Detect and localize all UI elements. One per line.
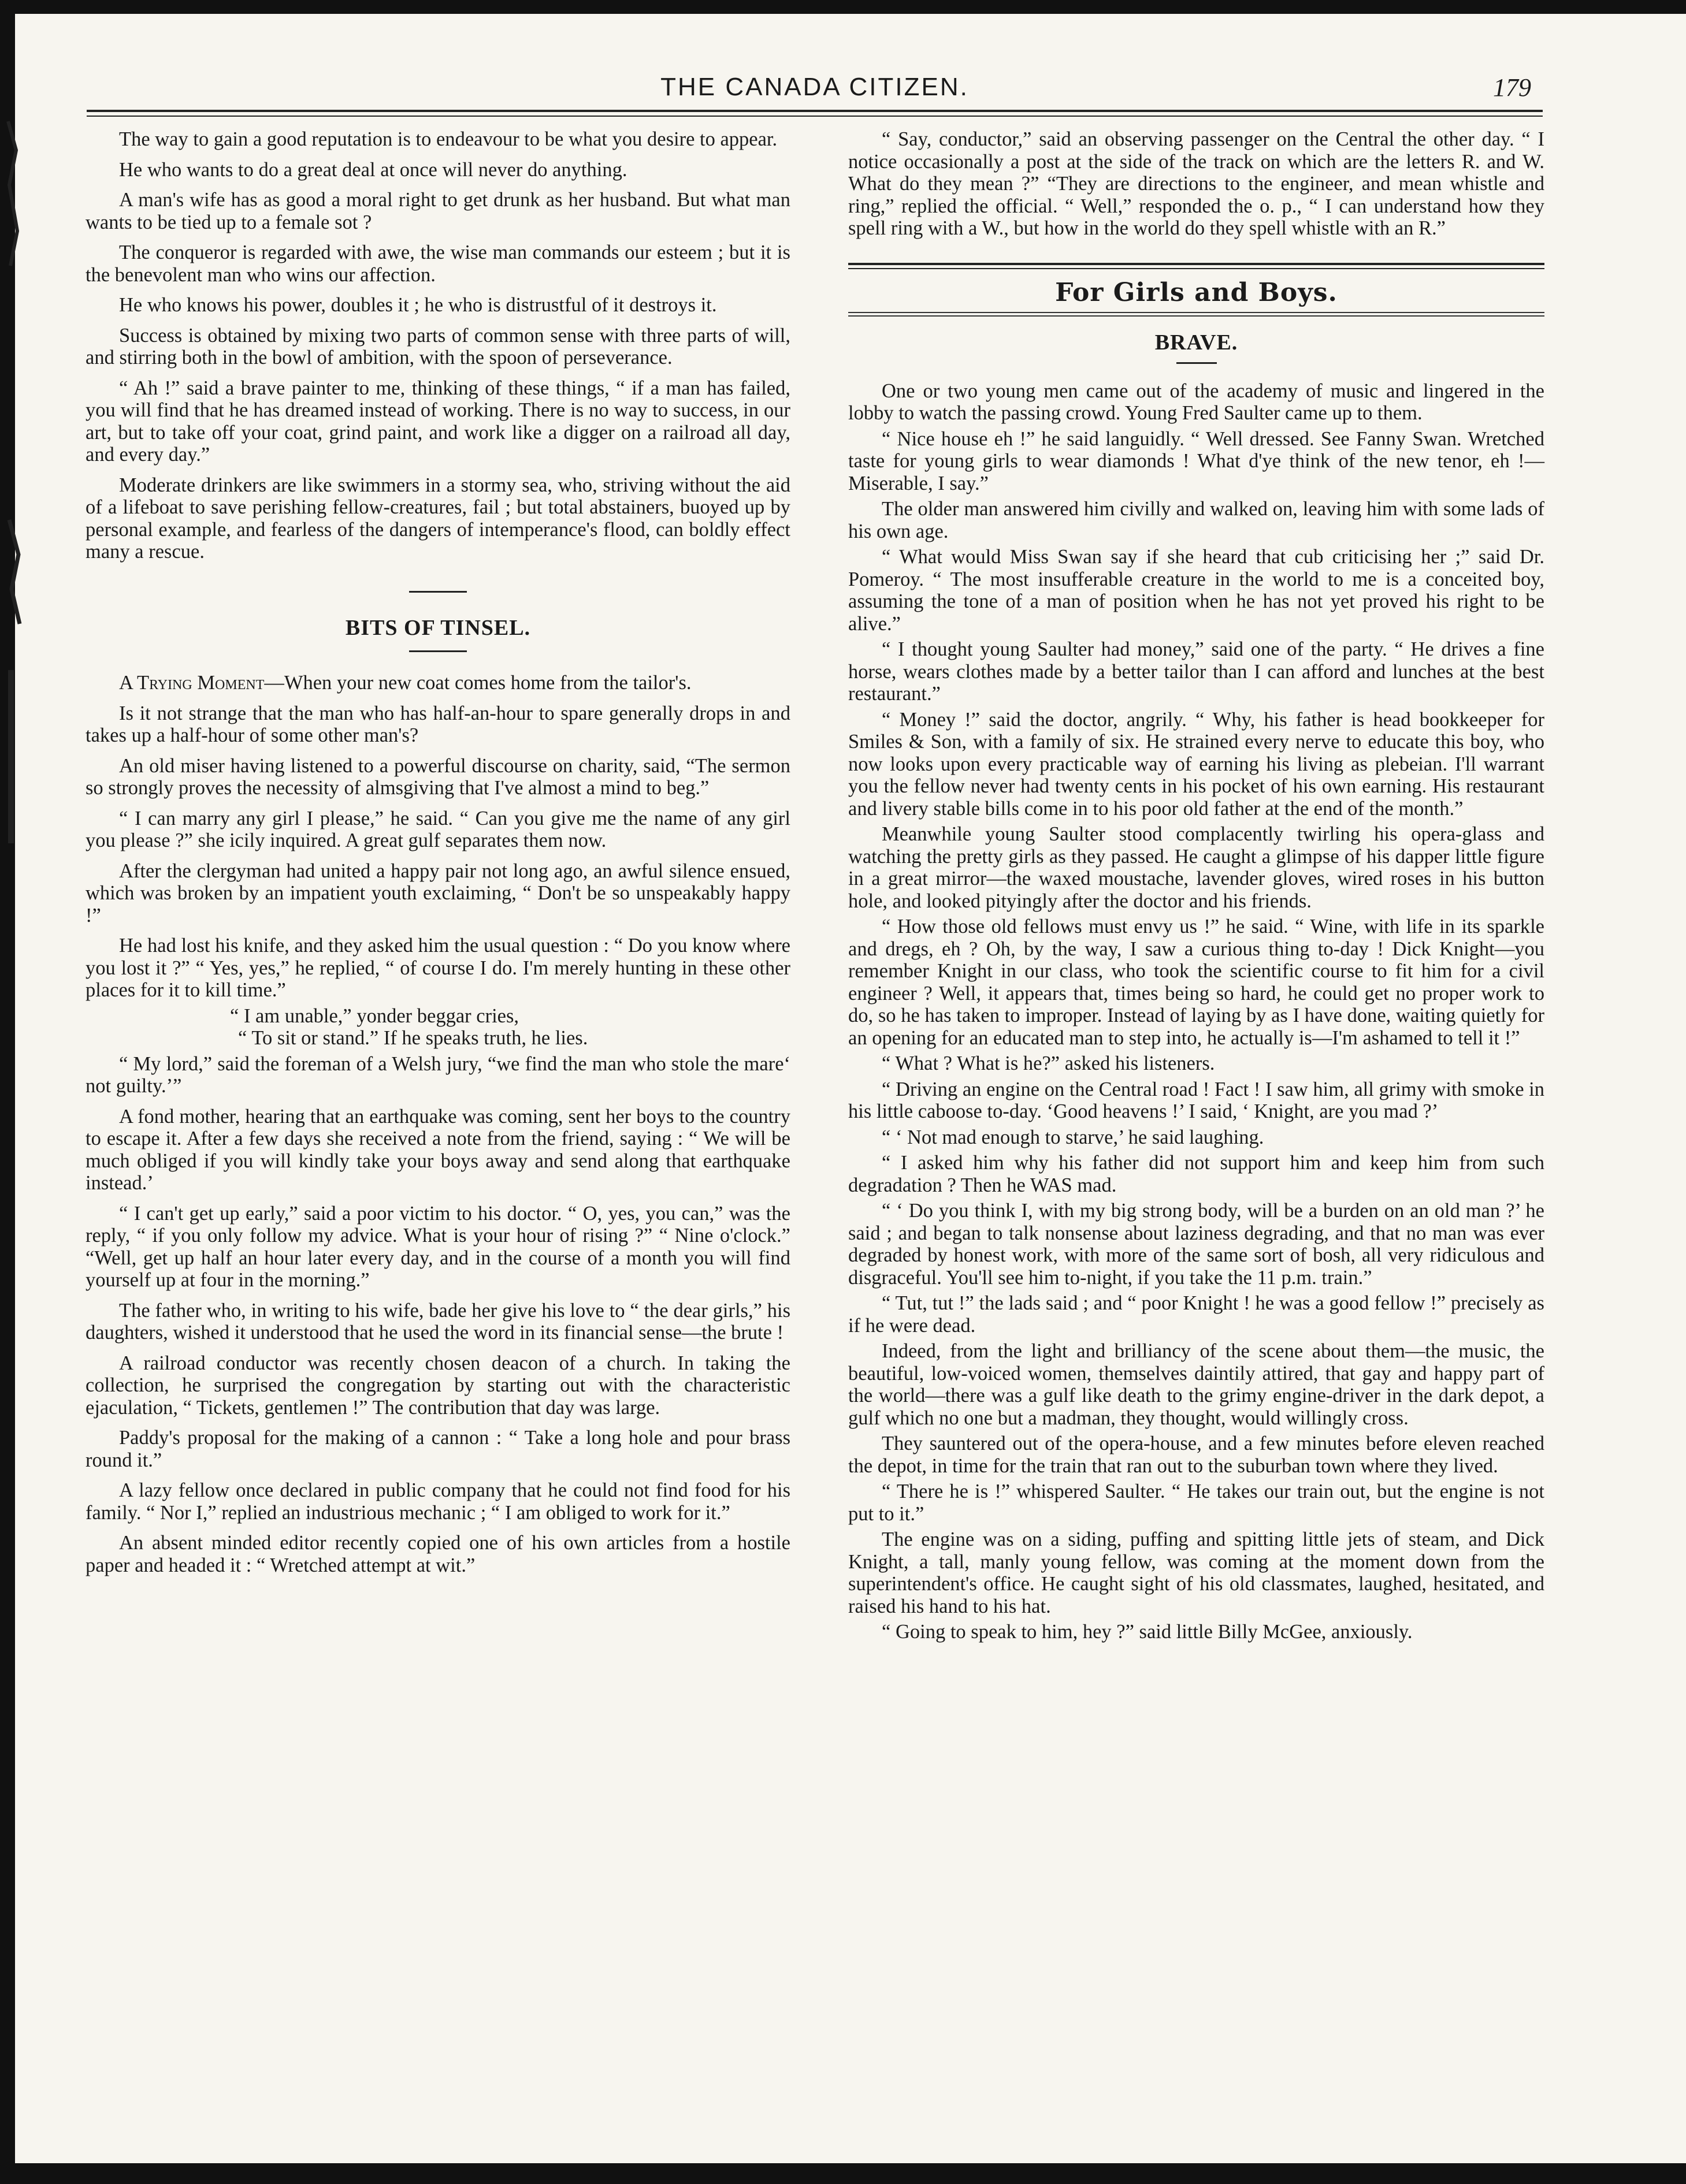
story-paragraph: “ ‘ Not mad enough to starve,’ he said laughing. <box>882 1126 1264 1148</box>
proverb: A man's wife has as good a moral right to get drunk as her husband. But what man wants to be tied up to a female sot ? <box>86 189 790 233</box>
story-body <box>848 380 1544 1643</box>
story-paragraph: “ Tut, tut !” the lads said ; and “ poor Knight ! he was a good fellow !” precisely as if he were dead. <box>848 1292 1544 1337</box>
section-rule <box>848 263 1544 269</box>
proverb: Success is obtained by mixing two parts of common sense with three parts of will, and stirring both in the bowl of ambition, with the spoon of perseverance. <box>86 324 790 369</box>
story-paragraph: One or two young men came out of the academy of music and lingered in the lobby to watch the passing crowd. Young Fred Saulter came up to them. <box>848 379 1544 424</box>
section-divider <box>409 591 467 593</box>
verse <box>86 1005 790 1050</box>
proverbs <box>86 128 790 563</box>
story-paragraph: “ ‘ Do you think I, with my big strong body, will be a burden on an old man ?’ he said ; and began to talk nonsense about laziness degrading, and that no man was ever degraded by honest work, with more of the same sort of bosh, all very ridiculous and disgraceful. You'll see him to-night, if you take the 11 p.m. train.” <box>848 1200 1544 1289</box>
masthead <box>87 68 1543 114</box>
tinsel-item: After the clergyman had united a happy pair not long ago, an awful silence ensued, which was broken by an impatient youth exclaiming, “ Don't be so unspeakably happy !” <box>86 860 790 927</box>
verse-line: “ I am unable,” yonder beggar cries, <box>230 1004 519 1027</box>
tinsel-item: A lazy fellow once declared in public company that he could not find food for his family. “ Nor I,” replied an industrious mechanic ; “ I am obliged to work for it.” <box>86 1479 790 1524</box>
verse-line: “ To sit or stand.” If he speaks truth, he lies. <box>238 1027 588 1049</box>
tinsel-item: Paddy's proposal for the making of a cannon : “ Take a long hole and pour brass round it.” <box>86 1427 790 1471</box>
story-paragraph: “ There he is !” whispered Saulter. “ He takes our train out, but the engine is not put to it.” <box>848 1480 1544 1525</box>
proverb: The conqueror is regarded with awe, the wise man commands our esteem ; but it is the benevolent man who wins our affection. <box>86 241 790 286</box>
tinsel-item: Is it not strange that the man who has half-an-hour to spare generally drops in and takes up a half-hour of some other man's? <box>86 702 790 746</box>
tinsel-lead: A Trying Moment <box>119 672 265 694</box>
proverb: Moderate drinkers are like swimmers in a stormy sea, who, striving without the aid of a lifeboat to save perishing fellow-creatures, fail ; but total abstainers, buoyed up by personal example, and fearless of the dangers of intemperance's flood, can boldly effect many a rescue. <box>86 474 790 563</box>
section-heading: For Girls and Boys. <box>1055 277 1338 307</box>
story-paragraph: “ Going to speak to him, hey ?” said little Billy McGee, anxiously. <box>882 1621 1413 1643</box>
tinsel-item <box>86 672 790 694</box>
tinsel-item: An absent minded editor recently copied one of his own articles from a hostile paper and headed it : “ Wretched attempt at wit.” <box>86 1532 790 1576</box>
proverb: He who knows his power, doubles it ; he who is distrustful of it destroys it. <box>119 294 717 316</box>
tinsel-item: An old miser having listened to a powerful discourse on charity, said, “The sermon so strongly proves the necessity of almsgiving that I've almost a mind to beg.” <box>86 754 790 799</box>
section-heading-rule <box>848 315 1544 317</box>
tinsel-item: “ I can't get up early,” said a poor victim to his doctor. “ O, yes, you can,” was the reply, “ if you only follow my advice. What is your hour of rising ?” “ Nine o'clock.” “Well, get up half an hour later every day, and in the course of a month you will find yourself up at four in the morning.” <box>86 1202 790 1291</box>
page-number: 179 <box>1493 73 1531 102</box>
scan-edge-bottom <box>0 2163 1686 2184</box>
tinsel-heading: BITS OF TINSEL. <box>345 615 531 640</box>
story-paragraph: “ Driving an engine on the Central road ! Fact ! I saw him, all grimy with smoke in his little caboose to-day. ‘Good heavens !’ I said, ‘ Knight, are you mad ?’ <box>848 1078 1544 1122</box>
section-heading-rule <box>848 312 1544 313</box>
heading-rule <box>409 650 467 652</box>
binding-marks <box>6 116 23 866</box>
story-paragraph: “ Nice house eh !” he said languidly. “ Well dressed. See Fanny Swan. Wretched taste for young girls to wear diamonds ! What d'ye think of the new tenor, eh !—Miserable, I say.” <box>848 427 1544 494</box>
story-paragraph: “ What would Miss Swan say if she heard that cub criticising her ;” said Dr. Pomeroy. “ The most insufferable creature in the world to me is a conceited boy, assuming the tone of a man of position when he has not yet proved his right to be alive.” <box>848 546 1544 635</box>
story-paragraph: The older man answered him civilly and walked on, leaving him with some lads of his own age. <box>848 498 1544 542</box>
story-paragraph: “ How those old fellows must envy us !” he said. “ Wine, with life in its sparkle and dregs, eh ? Oh, by the way, I saw a curious thing to-day ! Dick Knight—you remember Knight in our class, who took the scientific course to fit him for a civil engineer ? Well, it appears that, times being so hard, he could get no proper work to do, so he has taken to improper. Instead of laying by as I have done, waiting quietly for an opening for an educated man to step into, he actually is—I'm ashamed to tell it !” <box>848 916 1544 1049</box>
tinsel-item: A fond mother, hearing that an earthquake was coming, sent her boys to the country to escape it. After a few days she received a note from the friend, saying : “ We will be much obliged if you will kindly take your boys away and send along that earthquake instead.’ <box>86 1105 790 1194</box>
tinsel-item: “ My lord,” said the foreman of a Welsh jury, “we find the man who stole the mare‘ not guilty.’” <box>86 1052 790 1097</box>
scan-edge-top <box>0 0 1686 14</box>
right-column <box>848 128 1544 1647</box>
story-paragraph: Indeed, from the light and brilliancy of the scene about them—the music, the beautiful, low-voiced women, themselves daintily attired, that gay and happy part of the world—there was a gulf like death to the grimy engine-driver in the dark depot, a gulf which no one but a madman, they thought, would willingly cross. <box>848 1340 1544 1429</box>
story-paragraph: “ Money !” said the doctor, angrily. “ Why, his father is head bookkeeper for Smiles & Son, with a family of six. He strained every nerve to educate this boy, who now looks upon every practicable way of earning his living as plebeian. I'll warrant you the fellow never had twenty cents in his pocket of his own earning. His restaurant and livery stable bills come in to his poor old father at the end of the month.” <box>848 708 1544 820</box>
tinsel-item: A railroad conductor was recently chosen deacon of a church. In taking the collection, he surprised the congregation by starting out with the characteristic ejaculation, “ Tickets, gentlemen !” The contribution that day was large. <box>86 1352 790 1419</box>
story-paragraph: “ I asked him why his father did not support him and keep him from such degradation ? Then he WAS mad. <box>848 1152 1544 1196</box>
story-paragraph: Meanwhile young Saulter stood complacently twirling his opera-glass and watching the pretty girls as they passed. He caught a glimpse of his dapper little figure in a great mirror—the waxed moustache, lavender gloves, wired roses in his button hole, and looked pityingly after the doctor and his friends. <box>848 823 1544 912</box>
proverb: The way to gain a good reputation is to endeavour to be what you desire to appear. <box>119 128 778 150</box>
proverb: “ Ah !” said a brave painter to me, thinking of these things, “ if a man has failed, you will find that he has dreamed instead of working. There is no way to success, in our art, but to take off your coat, grind paint, and work like a digger on a railroad all day, and every day.” <box>86 377 790 466</box>
conductor-anecdote: “ Say, conductor,” said an observing passenger on the Central the other day. “ I notice occasionally a post at the side of the track on which are the letters R. and W. What do they mean ?” “They are directions to the engineer, and mean whistle and ring,” replied the official. “ Well,” responded the o. p., “ I can understand how they spell ring with a W., but how in the world do they spell whistle with an R.” <box>848 128 1544 239</box>
story-paragraph: “ I thought young Saulter had money,” said one of the party. “ He drives a fine horse, wears clothes made by a better tailor than I can afford and lunches at the best restaurant.” <box>848 638 1544 705</box>
left-column <box>86 128 790 1584</box>
tinsel-lead-rest: —When your new coat comes home from the tailor's. <box>264 672 692 694</box>
tinsel-item: He had lost his knife, and they asked him the usual question : “ Do you know where you lost it ?” “ Yes, yes,” he replied, “ of course I do. I'm merely hunting in these other places for it to kill time.” <box>86 935 790 1001</box>
tinsel-item: The father who, in writing to his wife, bade her give his love to “ the dear girls,” his daughters, wished it understood that he used the word in its financial sense—the brute ! <box>86 1299 790 1344</box>
masthead-rule <box>87 110 1543 117</box>
tinsel-item: “ I can marry any girl I please,” he said. “ Can you give me the name of any girl you please ?” she icily inquired. A great gulf separates them now. <box>86 807 790 851</box>
story-title-rule <box>1176 362 1217 364</box>
story-paragraph: “ What ? What is he?” asked his listeners. <box>882 1052 1215 1074</box>
publication-title: THE CANADA CITIZEN. <box>660 73 969 101</box>
story-title: BRAVE. <box>1154 330 1238 355</box>
story-paragraph: The engine was on a siding, puffing and spitting little jets of steam, and Dick Knight, a tall, manly young fellow, was coming at the moment down from the superintendent's office. He caught sight of his old classmates, laughed, hesitated, and raised his hand to his hat. <box>848 1528 1544 1617</box>
proverb: He who wants to do a great deal at once will never do anything. <box>119 158 627 181</box>
story-paragraph: They sauntered out of the opera-house, and a few minutes before eleven reached the depot, in time for the train that ran out to the suburban town where they lived. <box>848 1433 1544 1477</box>
